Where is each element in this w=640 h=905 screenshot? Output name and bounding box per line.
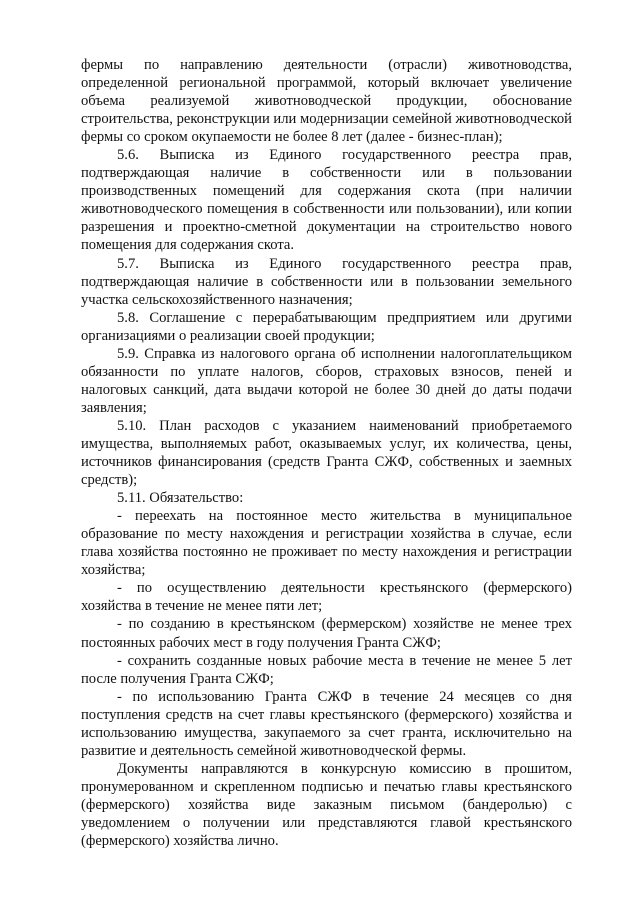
paragraph-5-6: 5.6. Выписка из Единого государственного реестра прав, подтверждающая наличие в собственности или в пользовании производственных помещений для содержания скота (при наличии животноводческого помещения в собственности или пользовании), или копии разрешения и проектно-сметной документации на строительство нового помещения для содержания скота.: [81, 147, 572, 254]
obligation-item: - по осуществлению деятельности крестьянского (фермерского) хозяйства в течение не менее пяти лет;: [81, 580, 572, 615]
paragraph-business-plan-continuation: фермы по направлению деятельности (отрасли) животноводства, определенной региональной программой, который включает увеличение объема реализуемой животноводческой продукции, обоснование строительства, реконструкции или модернизации семейной животноводческой фермы со сроком окупаемости не более 8 лет (далее - бизнес-план);: [81, 57, 572, 146]
obligation-item: - по использованию Гранта СЖФ в течение 24 месяцев со дня поступления средств на счет главы крестьянского (фермерского) хозяйства и использованию имущества, закупаемого за счет гранта, исключительно на развитие и деятельность семейной животноводческой фермы.: [81, 688, 572, 759]
paragraph-5-10: 5.10. План расходов с указанием наименований приобретаемого имущества, выполняемых работ, оказываемых услуг, их количества, цены, источников финансирования (средств Гранта СЖФ, собственных и заемных средств);: [81, 417, 572, 489]
document-page: [81, 56, 572, 850]
paragraph-5-7: 5.7. Выписка из Единого государственного реестра прав, подтверждающая наличие в собственности или в пользовании земельного участка сельскохозяйственного назначения;: [81, 255, 572, 308]
obligation-item: - сохранить созданные новых рабочие места в течение не менее 5 лет после получения Гранта СЖФ;: [81, 652, 572, 687]
obligation-item: - по созданию в крестьянском (фермерском) хозяйстве не менее трех постоянных рабочих мест в году получения Гранта СЖФ;: [81, 616, 572, 651]
obligation-item: - переехать на постоянное место жительства в муниципальное образование по месту нахождения и регистрации хозяйства в случае, если глава хозяйства постоянно не проживает по месту нахождения и регистрации хозяйства;: [81, 508, 572, 579]
paragraph-5-9: 5.9. Справка из налогового органа об исполнении налогоплательщиком обязанности по уплате налогов, сборов, страховых взносов, пеней и налоговых санкций, дата выдачи которой не более 30 дней до даты подачи заявления;: [81, 345, 572, 416]
paragraph-5-11: 5.11. Обязательство:: [117, 490, 244, 507]
paragraph-5-8: 5.8. Соглашение с перерабатывающим предприятием или другими организациями о реализации своей продукции;: [81, 309, 572, 344]
paragraph-submission: Документы направляются в конкурсную комиссию в прошитом, пронумерованном и скрепленном подписью и печатью главы крестьянского (фермерского) хозяйства виде заказным письмом (бандеролью) с уведомлением о получении или представляются главой крестьянского (фермерского) хозяйства лично.: [81, 760, 572, 850]
